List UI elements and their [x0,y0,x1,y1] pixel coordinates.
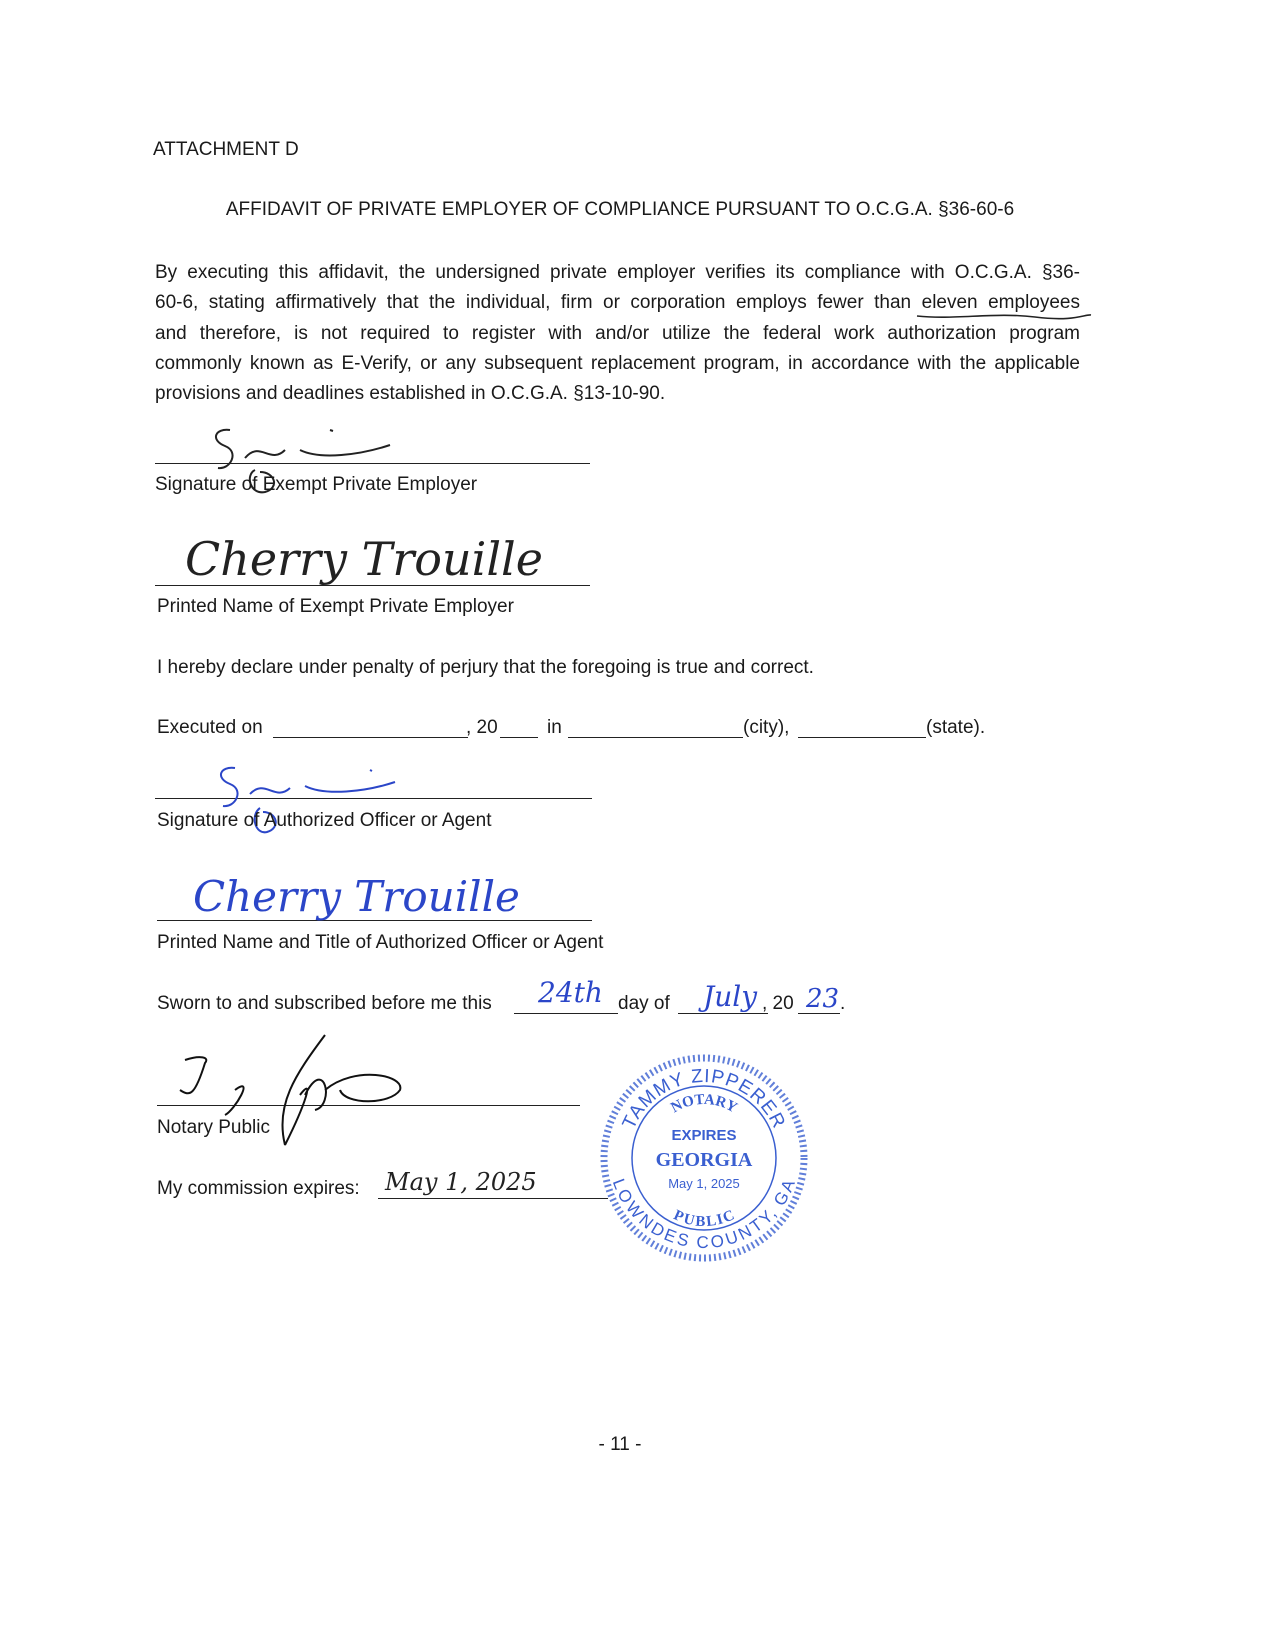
seal-expires: EXPIRES [671,1127,737,1144]
body-line: 60-6, stating affirmatively that the individual, firm or corporation employs fewer than eleven employees [155,292,1080,314]
svg-text:TAMMY ZIPPERER [619,1066,790,1132]
executed-city-blank [568,737,743,738]
officer-printed-name-label: Printed Name and Title of Authorized Officer or Agent [157,932,604,953]
officer-printed-name: Cherry Trouille [193,872,520,921]
commission-expires-label: My commission expires: [157,1178,360,1199]
officer-signature-label: Signature of Authorized Officer or Agent [157,810,492,831]
sworn-year-label: , 20 [762,993,794,1014]
state-label: (state). [926,717,986,738]
executed-year-label: , 20 [466,717,498,738]
page-number: - 11 - [598,1434,642,1455]
commission-expires-value: May 1, 2025 [385,1168,537,1196]
executed-in-label: in [547,717,562,738]
day-of-label: day of [618,993,670,1014]
svg-text:NOTARY [668,1092,739,1117]
body-line: and therefore, is not required to register with and/or utilize the federal work authorization program [155,322,1080,344]
executed-state-blank [798,737,926,738]
sworn-period: . [840,993,846,1014]
employer-printed-name-label: Printed Name of Exempt Private Employer [157,596,514,617]
employer-signature-label: Signature of Exempt Private Employer [155,474,478,495]
body-line: commonly known as E-Verify, or any subsequent replacement program, in accordance with the applicable [155,352,1080,374]
seal-state: GEORGIA [655,1149,753,1171]
city-label: (city), [743,717,790,738]
employer-printed-name: Cherry Trouille [185,532,543,586]
perjury-declaration: I hereby declare under penalty of perjury that the foregoing is true and correct. [157,657,814,678]
attachment-label: ATTACHMENT D [153,139,299,160]
notary-public-label: Notary Public [157,1117,270,1138]
sworn-day-blank [514,1013,618,1014]
body-line: provisions and deadlines established in O.C.G.A. §13-10-90. [155,383,666,405]
affidavit-body [155,258,1080,409]
handwritten-underline [915,310,1095,322]
commission-expires-line [378,1198,608,1199]
notary-seal [598,1052,810,1264]
document-title: AFFIDAVIT OF PRIVATE EMPLOYER OF COMPLIANCE PURSUANT TO O.C.G.A. §36-60-6 [225,199,1015,220]
sworn-month-value: July [703,980,758,1013]
seal-county: LOWNDES COUNTY, GA [608,1176,800,1253]
sworn-day-value: 24th [538,976,603,1009]
seal-date: May 1, 2025 [668,1176,740,1191]
executed-date-blank [273,737,468,738]
seal-public: PUBLIC [671,1206,737,1230]
sworn-label: Sworn to and subscribed before me this [157,993,492,1014]
executed-on-label: Executed on [157,717,263,738]
seal-name: TAMMY ZIPPERER [618,1065,790,1133]
body-line: By executing this affidavit, the undersigned private employer verifies its compliance with O.C.G.A. §36- [155,262,1080,283]
sworn-year-value: 23 [806,984,840,1014]
sworn-month-blank [678,1013,768,1014]
seal-notary: NOTARY [668,1091,740,1117]
executed-year-blank [500,737,538,738]
